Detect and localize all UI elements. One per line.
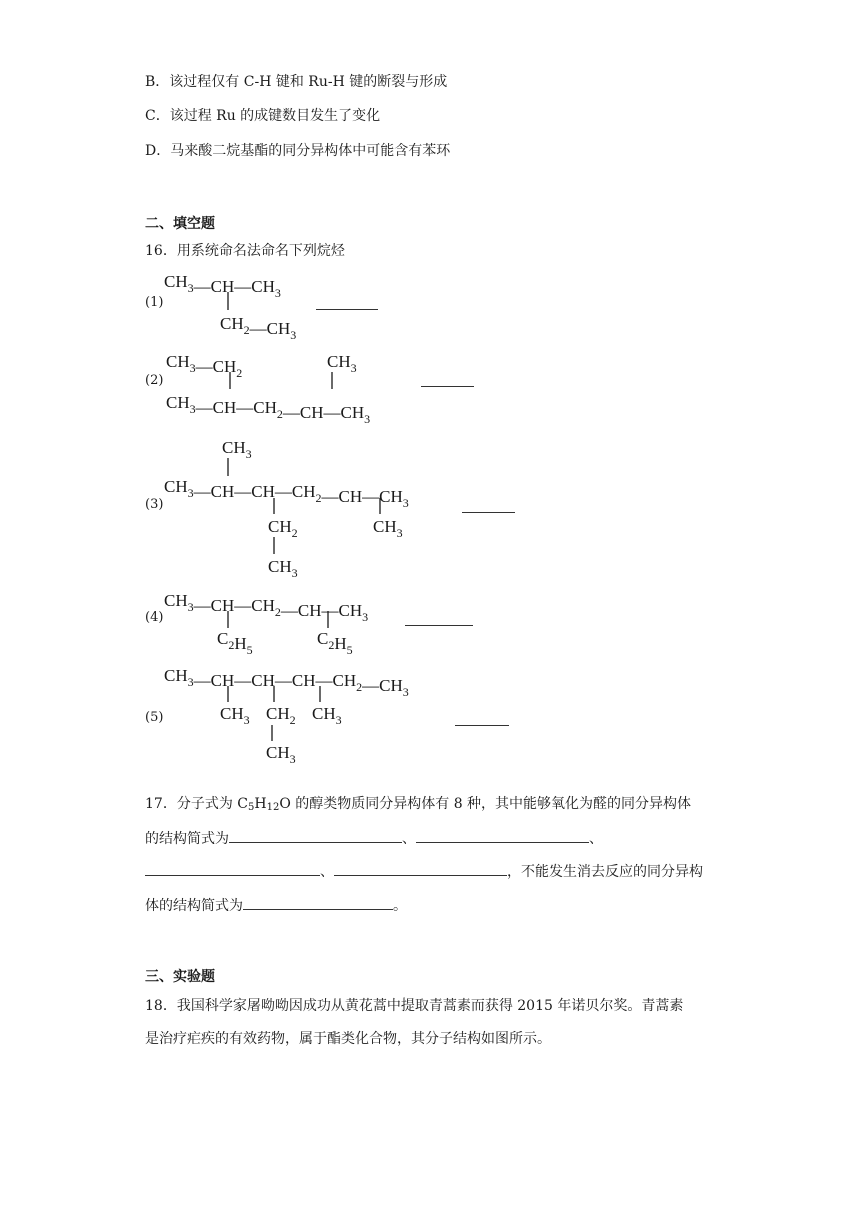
branch: $CH_2$ [268,517,298,540]
question-17-line-3 [145,861,703,882]
option-b [145,72,447,92]
option-text: 马来酸二烷基酯的同分异构体中可能含有苯环 [170,143,451,159]
structure-4 [160,583,420,657]
structure-5 [160,660,460,766]
item-label: (1) [145,295,164,310]
structure-3 [160,434,470,580]
subscript: 5 [247,802,255,813]
branch: $CH_2—CH_3$ [220,314,297,342]
question-17-line-2 [145,828,603,849]
answer-blank[interactable] [229,828,402,843]
branch: $CH_3$ [268,557,298,580]
option-letter: C． [145,108,170,124]
branch: $CH_3$ [220,704,250,727]
item-label: (3) [145,497,164,512]
main-chain: $CH_3—CH—CH—CH_2—CH—CH_3$ [164,477,409,510]
question-17-line-1 [145,794,691,814]
text: 体的结构简式为 [145,898,243,914]
branch: $CH_3$ [373,517,403,540]
question-18-line-2: 是治疗疟疾的有效药物，属于酯类化合物，其分子结构如图所示。 [145,1031,551,1047]
branch: $CH_2$ [266,704,296,727]
text: ，不能发生消去反应的同分异构 [507,864,703,880]
item-label: (4) [145,610,164,625]
branch: $C_2H_5$ [217,629,253,657]
branch: $C_2H_5$ [317,629,353,657]
option-text: 该过程 Ru 的成键数目发生了变化 [169,108,381,124]
item-label: (5) [145,710,164,725]
text: 、 [320,864,334,880]
option-d [145,141,450,161]
section-heading: 二、填空题 [145,216,215,232]
answer-blank-5[interactable] [455,725,509,726]
main-chain: $CH_3—CH—CH—CH—CH_2—CH_3$ [164,666,409,699]
question-17-line-4 [145,895,407,916]
question-18-line-1: 18．我国科学家屠呦呦因成功从黄花蒿中提取青蒿素而获得 2015 年诺贝尔奖。青蒿素 [145,998,684,1014]
text: 的结构简式为 [145,831,229,847]
question-16-stem: 16．用系统命名法命名下列烷烃 [145,243,345,259]
branch: $CH_3$ [222,438,252,461]
text: 、 [589,831,603,847]
answer-blank-2[interactable] [421,386,474,387]
answer-blank-1[interactable] [316,309,378,310]
answer-blank[interactable] [416,828,589,843]
text: O 的醇类物质同分异构体有 8 种，其中能够氧化为醛的同分异构体 [279,796,692,812]
answer-blank[interactable] [334,861,507,876]
main-chain: $CH_3—CH—CH_2—CH—CH_3$ [166,393,371,426]
structure-2 [160,344,420,426]
subscript: 12 [266,802,280,813]
text: 。 [393,898,407,914]
branch: $CH_3—CH_2$ [166,352,243,380]
branch: $CH_3$ [312,704,342,727]
item-label: (2) [145,373,164,388]
answer-blank-4[interactable] [405,625,473,626]
text: 17．分子式为 C [145,796,248,812]
main-chain: $CH_3—CH—CH_2—CH—CH_3$ [164,591,369,624]
main-chain: $CH_3—CH—CH_3$ [164,272,281,300]
answer-blank[interactable] [243,895,393,910]
option-letter: D． [145,143,171,159]
text: 、 [402,831,416,847]
structure-1 [160,268,330,342]
branch: $CH_3$ [266,743,296,766]
section-heading: 三、实验题 [145,969,215,985]
text: H [254,796,267,812]
option-letter: B． [145,74,170,90]
answer-blank-3[interactable] [462,512,515,513]
option-c [145,106,380,126]
option-text: 该过程仅有 C-H 键和 Ru-H 键的断裂与形成 [169,74,448,90]
branch: $CH_3$ [327,352,357,375]
answer-blank[interactable] [145,861,320,876]
